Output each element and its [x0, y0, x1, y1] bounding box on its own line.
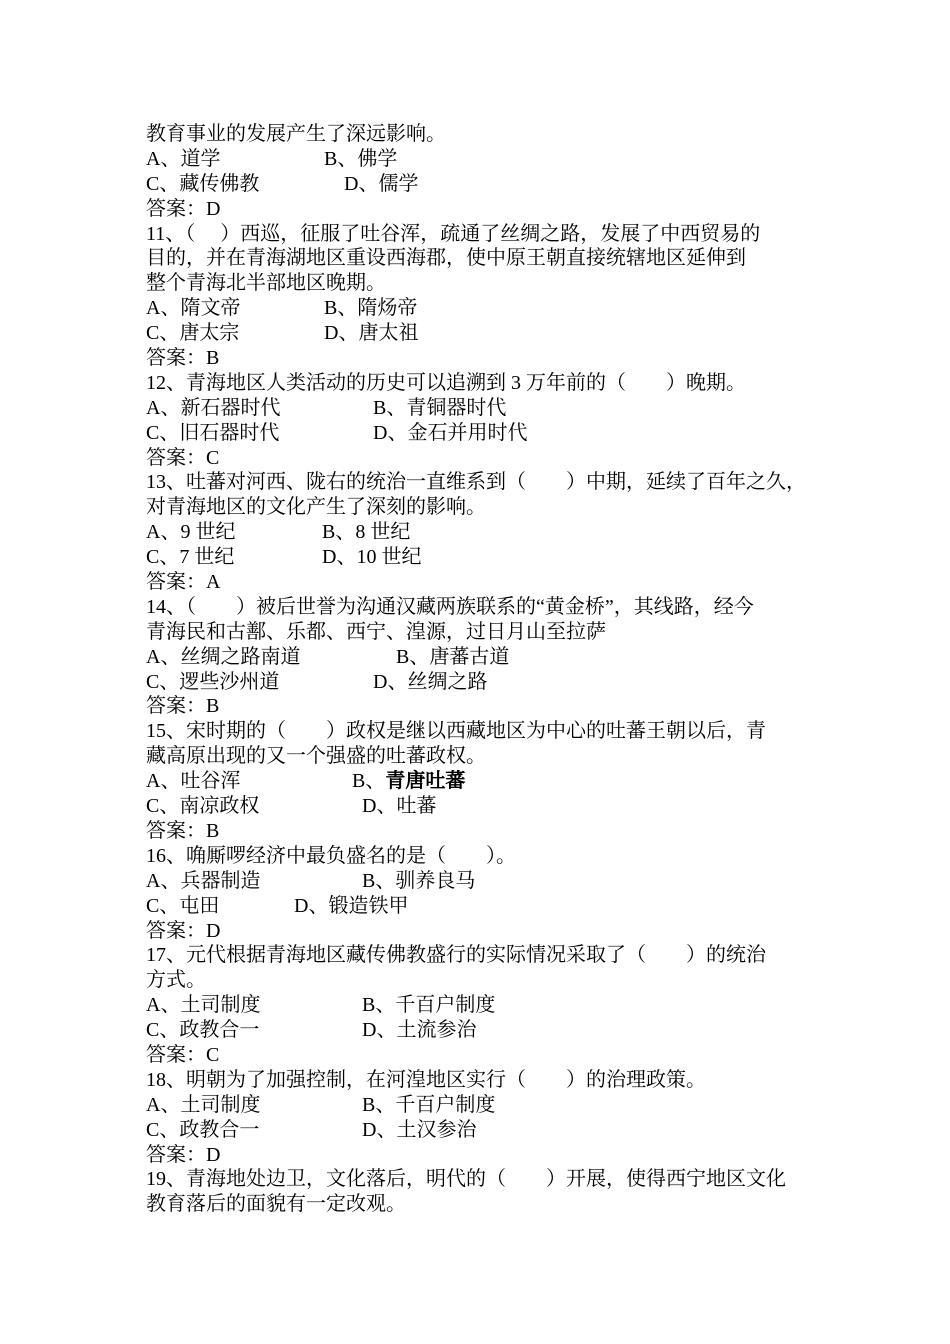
- q15-options-cd: [146, 794, 826, 819]
- q15-option-d: D、吐蕃: [362, 795, 437, 818]
- q15-option-c: C、南凉政权: [146, 795, 260, 818]
- q10-answer: 答案：D: [146, 197, 221, 220]
- q18-option-d: D、土汉参治: [362, 1118, 477, 1141]
- q18-option-c: C、政教合一: [146, 1118, 260, 1141]
- q17-text-1: 17、元代根据青海地区藏传佛教盛行的实际情况采取了（ ）的统治: [146, 944, 766, 967]
- q18-option-b: B、千百户制度: [362, 1093, 496, 1116]
- q14-options-cd: [146, 670, 826, 695]
- q10-option-c: C、藏传佛教: [146, 172, 260, 195]
- q10-option-a: A、道学: [146, 147, 221, 170]
- q10-options-ab: [146, 147, 826, 172]
- q16-text-1: 16、唃厮啰经济中最负盛名的是（ ）。: [146, 844, 516, 867]
- q11-option-a: A、隋文帝: [146, 297, 241, 320]
- q14-text-1: 14、（ ）被后世誉为沟通汉藏两族联系的“黄金桥”，其线路，经今: [146, 595, 754, 618]
- q17-answer: 答案：C: [146, 1043, 220, 1066]
- q15-option-a: A、吐谷浑: [146, 770, 241, 793]
- q14-answer: 答案：B: [146, 695, 220, 718]
- q16-option-d: D、锻造铁甲: [294, 894, 409, 917]
- q15-option-b-bold: 青唐吐蕃: [385, 770, 466, 793]
- q17-options-cd: [146, 1018, 826, 1043]
- q14-options-ab: [146, 645, 826, 670]
- q14-option-c: C、逻些沙州道: [146, 670, 280, 693]
- q16-answer: 答案：D: [146, 919, 221, 942]
- q12-option-d: D、金石并用时代: [373, 421, 528, 444]
- q13-option-d: D、10 世纪: [322, 546, 422, 569]
- q12-option-b: B、青铜器时代: [373, 396, 507, 419]
- q11-options-ab: [146, 296, 826, 321]
- q10-options-cd: [146, 172, 826, 197]
- q12-options-ab: [146, 396, 826, 421]
- q17-option-a: A、土司制度: [146, 994, 261, 1017]
- q15-option-b: [352, 769, 465, 794]
- q16-option-b: B、驯养良马: [362, 869, 476, 892]
- q17-option-d: D、土流参治: [362, 1019, 477, 1042]
- q12-option-a: A、新石器时代: [146, 396, 281, 419]
- q11-options-cd: [146, 321, 826, 346]
- q13-options-cd: [146, 545, 826, 570]
- q13-option-c: C、7 世纪: [146, 546, 235, 569]
- q11-option-b: B、隋炀帝: [324, 297, 418, 320]
- q16-option-a: A、兵器制造: [146, 869, 261, 892]
- q17-option-c: C、政教合一: [146, 1019, 260, 1042]
- q18-options-ab: [146, 1093, 826, 1118]
- q19-text-2: 教育落后的面貌有一定改观。: [146, 1193, 406, 1216]
- q13-option-b: B、8 世纪: [322, 521, 411, 544]
- q18-answer: 答案：D: [146, 1143, 221, 1166]
- q17-options-ab: [146, 993, 826, 1018]
- q11-text-2: 目的，并在青海湖地区重设西海郡，使中原王朝直接统辖地区延伸到: [146, 247, 746, 270]
- q15-answer: 答案：B: [146, 819, 220, 842]
- q11-text-1: 11、（ ）西巡，征服了吐谷浑，疏通了丝绸之路，发展了中西贸易的: [146, 222, 761, 245]
- q13-option-a: A、9 世纪: [146, 521, 236, 544]
- q13-answer: 答案：A: [146, 571, 221, 594]
- q13-options-ab: [146, 520, 826, 545]
- q13-text-2: 对青海地区的文化产生了深刻的影响。: [146, 496, 486, 519]
- q11-answer: 答案：B: [146, 347, 220, 370]
- q12-text-1: 12、青海地区人类活动的历史可以追溯到 3 万年前的（ ）晚期。: [146, 371, 746, 394]
- document-page: [146, 122, 826, 1217]
- q18-option-a: A、土司制度: [146, 1093, 261, 1116]
- q11-option-d: D、唐太祖: [324, 322, 419, 345]
- q12-options-cd: [146, 421, 826, 446]
- intro-line: 教育事业的发展产生了深远影响。: [146, 123, 446, 145]
- q15-option-b-prefix: B、: [352, 770, 386, 793]
- q17-text-2: 方式。: [146, 969, 206, 992]
- q14-option-b: B、唐蕃古道: [396, 645, 510, 668]
- q15-text-2: 藏高原出现的又一个强盛的吐蕃政权。: [146, 745, 486, 768]
- q14-text-2: 青海民和古鄯、乐都、西宁、湟源，过日月山至拉萨: [146, 620, 606, 643]
- q14-option-d: D、丝绸之路: [373, 670, 488, 693]
- q12-answer: 答案：C: [146, 446, 220, 469]
- q19-text-1: 19、青海地处边卫，文化落后，明代的（ ）开展，使得西宁地区文化: [146, 1168, 786, 1191]
- q12-option-c: C、旧石器时代: [146, 421, 280, 444]
- q11-text-3: 整个青海北半部地区晚期。: [146, 272, 386, 295]
- q18-options-cd: [146, 1118, 826, 1143]
- q13-text-1: 13、吐蕃对河西、陇右的统治一直维系到（ ）中期，延续了百年之久，: [146, 471, 806, 494]
- q18-text-1: 18、明朝为了加强控制，在河湟地区实行（ ）的治理政策。: [146, 1068, 706, 1091]
- q15-options-ab: [146, 769, 826, 794]
- q11-option-c: C、唐太宗: [146, 322, 240, 345]
- q16-options-ab: [146, 869, 826, 894]
- q15-text-1: 15、宋时期的（ ）政权是继以西藏地区为中心的吐蕃王朝以后，青: [146, 720, 766, 743]
- q10-option-b: B、佛学: [324, 147, 398, 170]
- q10-option-d: D、儒学: [344, 172, 419, 195]
- q16-options-cd: [146, 894, 826, 919]
- q17-option-b: B、千百户制度: [362, 994, 496, 1017]
- q14-option-a: A、丝绸之路南道: [146, 645, 301, 668]
- q16-option-c: C、屯田: [146, 894, 220, 917]
